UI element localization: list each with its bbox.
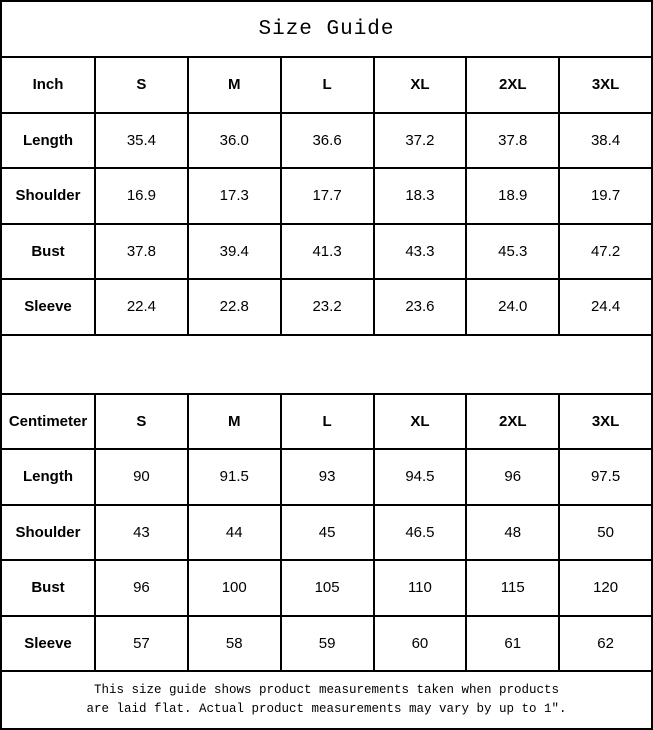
- row-label: Length: [23, 131, 73, 149]
- cm-unit-header: Centimeter: [8, 412, 88, 430]
- value-cell: 22.4: [94, 280, 187, 334]
- size-header-xl: XL: [373, 58, 466, 112]
- footer-note-line2: are laid flat. Actual product measurements may vary by up to 1″.: [86, 702, 567, 716]
- value-cell: 17.3: [187, 169, 280, 223]
- row-label: Sleeve: [24, 634, 72, 652]
- inch-unit-header: Inch: [32, 76, 64, 94]
- value-cell: 57: [94, 617, 187, 671]
- row-label: Bust: [31, 579, 65, 597]
- value-cell: 96: [465, 450, 558, 504]
- size-header-l: L: [280, 395, 373, 449]
- size-header-3xl: 3XL: [558, 395, 651, 449]
- value-cell: 59: [280, 617, 373, 671]
- value-cell: 45: [280, 506, 373, 560]
- value-cell: 62: [558, 617, 651, 671]
- value-cell: 16.9: [94, 169, 187, 223]
- value-cell: 61: [465, 617, 558, 671]
- value-cell: 100: [187, 561, 280, 615]
- size-header-m: M: [187, 395, 280, 449]
- spacer-row: [2, 334, 651, 393]
- value-cell: 36.6: [280, 114, 373, 168]
- value-cell: 46.5: [373, 506, 466, 560]
- value-cell: 23.6: [373, 280, 466, 334]
- value-cell: 17.7: [280, 169, 373, 223]
- value-cell: 91.5: [187, 450, 280, 504]
- cm-row-shoulder: [2, 504, 651, 560]
- row-label: Shoulder: [15, 523, 81, 541]
- size-header-3xl: 3XL: [558, 58, 651, 112]
- value-cell: 50: [558, 506, 651, 560]
- value-cell: 18.3: [373, 169, 466, 223]
- value-cell: 36.0: [187, 114, 280, 168]
- value-cell: 35.4: [94, 114, 187, 168]
- value-cell: 58: [187, 617, 280, 671]
- value-cell: 38.4: [558, 114, 651, 168]
- value-cell: 22.8: [187, 280, 280, 334]
- value-cell: 105: [280, 561, 373, 615]
- value-cell: 47.2: [558, 225, 651, 279]
- value-cell: 45.3: [465, 225, 558, 279]
- footer-note: [2, 670, 651, 728]
- page-title: Size Guide: [258, 17, 395, 41]
- inch-row-sleeve: [2, 278, 651, 334]
- size-header-2xl: 2XL: [465, 395, 558, 449]
- cm-row-length: [2, 448, 651, 504]
- value-cell: 24.0: [465, 280, 558, 334]
- value-cell: 96: [94, 561, 187, 615]
- value-cell: 39.4: [187, 225, 280, 279]
- value-cell: 48: [465, 506, 558, 560]
- value-cell: 43.3: [373, 225, 466, 279]
- value-cell: 18.9: [465, 169, 558, 223]
- value-cell: 24.4: [558, 280, 651, 334]
- size-header-xl: XL: [373, 395, 466, 449]
- cm-header-row: [2, 393, 651, 449]
- inch-row-length: [2, 112, 651, 168]
- size-header-2xl: 2XL: [465, 58, 558, 112]
- value-cell: 60: [373, 617, 466, 671]
- cm-row-sleeve: [2, 615, 651, 671]
- size-header-m: M: [187, 58, 280, 112]
- value-cell: 44: [187, 506, 280, 560]
- value-cell: 19.7: [558, 169, 651, 223]
- value-cell: 120: [558, 561, 651, 615]
- value-cell: 23.2: [280, 280, 373, 334]
- value-cell: 37.8: [94, 225, 187, 279]
- size-header-s: S: [94, 58, 187, 112]
- value-cell: 90: [94, 450, 187, 504]
- title-row: [2, 2, 651, 56]
- value-cell: 43: [94, 506, 187, 560]
- row-label: Sleeve: [24, 298, 72, 316]
- row-label: Bust: [31, 242, 65, 260]
- row-label: Shoulder: [15, 187, 81, 205]
- value-cell: 37.2: [373, 114, 466, 168]
- value-cell: 115: [465, 561, 558, 615]
- row-label: Length: [23, 468, 73, 486]
- cm-row-bust: [2, 559, 651, 615]
- size-header-s: S: [94, 395, 187, 449]
- size-header-l: L: [280, 58, 373, 112]
- value-cell: 97.5: [558, 450, 651, 504]
- inch-row-shoulder: [2, 167, 651, 223]
- value-cell: 94.5: [373, 450, 466, 504]
- inch-row-bust: [2, 223, 651, 279]
- value-cell: 41.3: [280, 225, 373, 279]
- footer-note-line1: This size guide shows product measurements taken when products: [93, 683, 560, 697]
- value-cell: 110: [373, 561, 466, 615]
- value-cell: 93: [280, 450, 373, 504]
- value-cell: 37.8: [465, 114, 558, 168]
- inch-header-row: [2, 56, 651, 112]
